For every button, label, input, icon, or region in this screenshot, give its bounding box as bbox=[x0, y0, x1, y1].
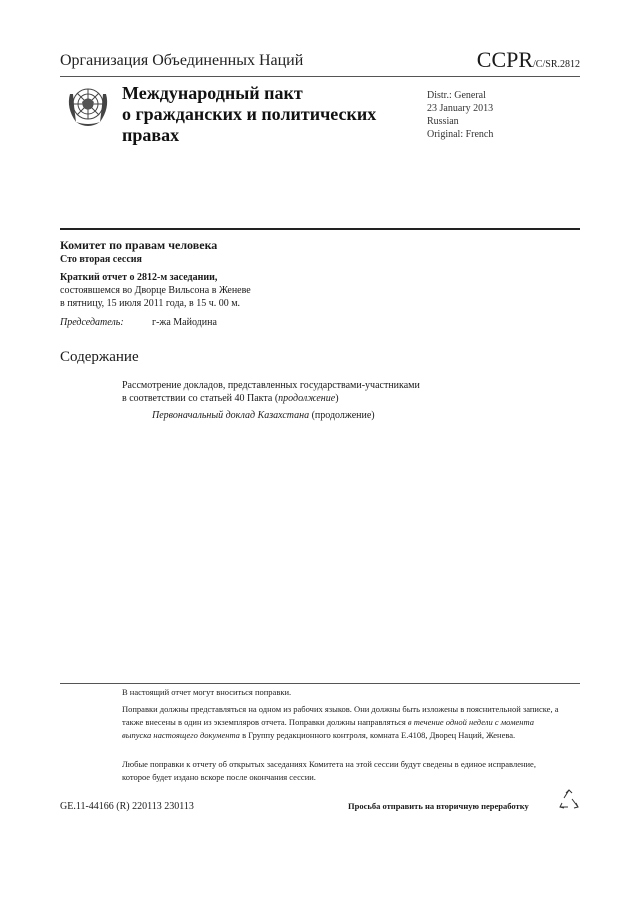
distribution-block bbox=[427, 89, 493, 141]
document-number: GE.11-44166 (R) 220113 230113 bbox=[60, 801, 194, 812]
contents-subitem bbox=[152, 410, 375, 421]
text-italic: в течение одной недели с момента выпуска настоящего документа bbox=[122, 717, 534, 740]
distr-date: 23 January 2013 bbox=[427, 103, 494, 114]
distr-status: Distr.: General bbox=[427, 90, 486, 101]
subitem-title: Первоначальный доклад Казахстана bbox=[152, 410, 310, 421]
meeting-info bbox=[60, 271, 251, 310]
text-italic: продолжение bbox=[278, 393, 336, 404]
committee-name: Комитет по правам человека bbox=[60, 238, 218, 252]
title-line: правах bbox=[122, 125, 180, 145]
un-emblem-icon bbox=[62, 80, 114, 132]
subitem-status: (продолжение) bbox=[309, 410, 375, 421]
footer-rule bbox=[60, 683, 580, 684]
title-line: о гражданских и политических bbox=[122, 104, 377, 124]
contents-item-line bbox=[122, 392, 420, 405]
section-rule bbox=[60, 228, 580, 230]
title-line: Международный пакт bbox=[122, 83, 303, 103]
contents-item-line: Рассмотрение докладов, представленных государствами-участниками bbox=[122, 380, 420, 391]
text: в Группу редакционного контроля, комната E.4108, Дворец Наций, Женева. bbox=[239, 730, 516, 740]
recycle-icon bbox=[558, 789, 580, 811]
text: ) bbox=[335, 393, 339, 404]
text: в соответствии со статьей 40 Пакта ( bbox=[122, 393, 279, 404]
header-rule bbox=[60, 76, 580, 77]
footer-note: В настоящий отчет могут вноситься поправки. bbox=[122, 687, 292, 697]
distr-original: Original: French bbox=[427, 129, 494, 140]
contents-item bbox=[122, 379, 420, 405]
session-name: Сто вторая сессия bbox=[60, 254, 142, 265]
symbol-main: CCPR bbox=[476, 47, 534, 72]
meeting-location: состоявшемся во Дворце Вильсона в Женеве bbox=[60, 285, 251, 296]
chair-label: Председатель: bbox=[60, 317, 124, 328]
contents-heading: Содержание bbox=[60, 349, 139, 365]
footer-note bbox=[122, 703, 562, 742]
distr-language: Russian bbox=[427, 116, 459, 127]
chair-name: г-жа Майодина bbox=[152, 317, 217, 328]
recycle-notice: Просьба отправить на вторичную переработку bbox=[348, 801, 529, 811]
organization-name: Организация Объединенных Наций bbox=[60, 52, 304, 69]
footer-note: Любые поправки к отчету об открытых заседаниях Комитета на этой сессии будут сведены в единое исправление, которое будет издано вскоре после окончания сессии. bbox=[122, 759, 536, 782]
record-title: Краткий отчет о 2812-м заседании, bbox=[60, 272, 218, 283]
document-title bbox=[122, 83, 376, 146]
meeting-datetime: в пятницу, 15 июля 2011 года, в 15 ч. 00 м. bbox=[60, 298, 241, 309]
document-symbol bbox=[477, 47, 580, 73]
chairperson bbox=[60, 317, 217, 328]
symbol-sub: /C/SR.2812 bbox=[533, 59, 580, 70]
text: Поправки должны представляться на одном из рабочих языков. Они должны быть изложены в пояснительной записке, а также внесены в один из экземпляров отчета. Поправки должны направляться bbox=[122, 704, 559, 727]
